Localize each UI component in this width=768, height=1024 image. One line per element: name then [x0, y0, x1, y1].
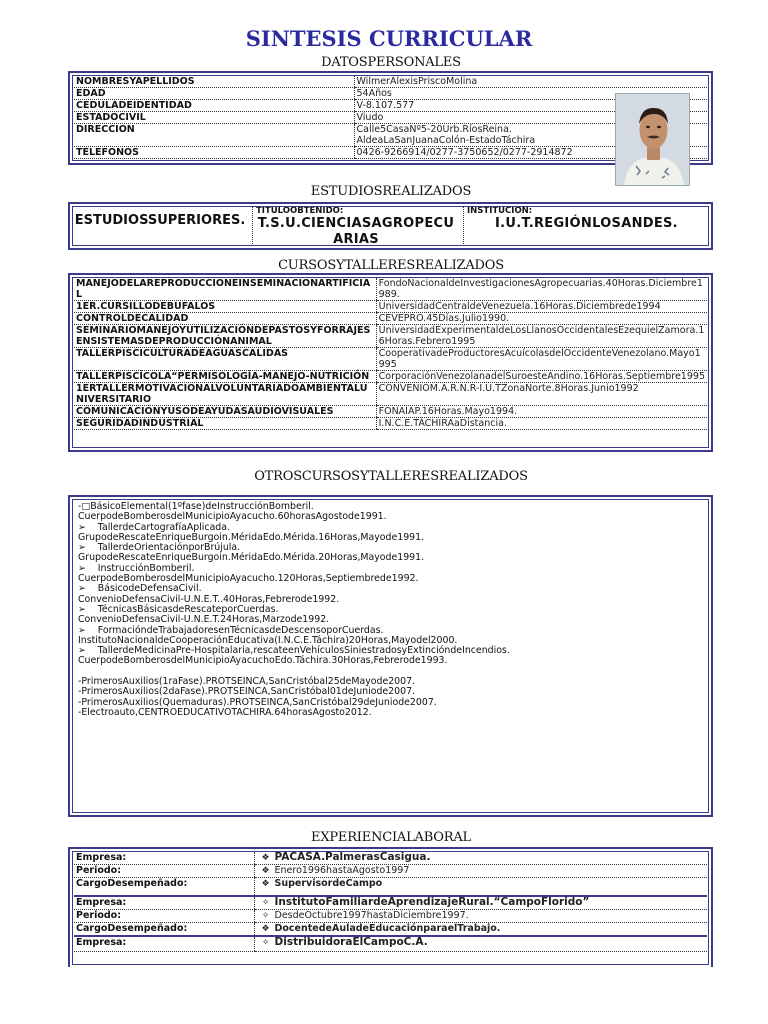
role-value: ❖ DocentedeAuladeEducaciónparaelTrabajo. — [254, 922, 707, 936]
table-row — [74, 371, 707, 383]
diamond-bullet-icon: ❖ — [261, 879, 270, 889]
star-bullet-icon: ✧ — [261, 897, 270, 908]
course-name: 1ER.CURSILLODEBUFALOS — [74, 301, 376, 313]
table-row — [74, 936, 707, 952]
role-label: CargoDesempeñado: — [74, 878, 254, 896]
table-row — [74, 406, 707, 418]
company-value: ✧ DistribuidoraElCampoC.A. — [254, 936, 707, 952]
courses-heading: CURSOSYTALLERESREALIZADOS — [278, 258, 504, 273]
course-detail: UniversidadCentraldeVenezuela.16Horas.Diciembrede1994 — [376, 301, 707, 313]
course-detail: FONAIAP.16Horas.Mayo1994. — [376, 406, 707, 418]
table-row — [74, 88, 707, 100]
courses-box — [68, 273, 713, 452]
table-row — [74, 147, 707, 159]
person-silhouette-icon — [616, 94, 690, 186]
row-label: CEDULADEIDENTIDAD — [74, 100, 354, 112]
course-name: TALLERPISCICULTURADEAGUASCALIDAS — [74, 348, 376, 371]
table-row — [74, 124, 707, 147]
row-label: DIRECCION — [74, 124, 354, 147]
page-title: SINTESIS CURRICULAR — [245, 26, 533, 51]
table-row — [74, 852, 707, 865]
course-detail: CorporaciónVenezolanadelSuroesteAndino.16Horas.Septiembre1995 — [376, 371, 707, 383]
table-row — [74, 325, 707, 348]
row-value: 0426-9266914/0277-3750652/0277-2914872 — [354, 147, 707, 159]
table-row — [74, 383, 707, 406]
company-label: Empresa: — [74, 896, 254, 910]
profile-photo — [615, 93, 690, 186]
table-row — [74, 922, 707, 936]
degree-cell — [252, 206, 459, 246]
course-detail: FondoNacionaldeInvestigacionesAgropecuarias.40Horas.Diciembre1989. — [376, 278, 707, 301]
course-name: SEGURIDADINDUSTRIAL — [74, 418, 376, 430]
star-bullet-icon: ✧ — [261, 910, 270, 921]
courses-table — [74, 278, 707, 430]
row-label: TELEFONOS — [74, 147, 354, 159]
table-row — [74, 418, 707, 430]
table-row — [74, 896, 707, 910]
table-row — [74, 313, 707, 325]
course-name: CONTROLDECALIDAD — [74, 313, 376, 325]
table-row — [74, 76, 707, 88]
other-courses-heading: OTROSCURSOSYTALLERESREALIZADOS — [254, 469, 528, 484]
period-value: ❖ Enero1996hastaAgosto1997 — [254, 865, 707, 878]
course-name: MANEJODELAREPRODUCCIONEINSEMINACIONARTIFICIAL — [74, 278, 376, 301]
period-label: Periodo: — [74, 909, 254, 922]
row-label: NOMBRESYAPELLIDOS — [74, 76, 354, 88]
table-row — [74, 278, 707, 301]
row-value: V-8.107.577 — [354, 100, 707, 112]
institution-label: INSTITUCION: — [467, 206, 533, 216]
diamond-bullet-icon: ❖ — [261, 923, 270, 934]
table-row — [74, 909, 707, 922]
table-row — [74, 348, 707, 371]
row-value: Calle5CasaNº5-20Urb.RíosReina. AldeaLaSanJuanaColón-EstadoTáchira — [354, 124, 707, 147]
table-row — [74, 865, 707, 878]
course-name: SEMINARIOMANEJOYUTILIZACIÓNDEPASTOSYFORRAJESENSISTEMASDEPRODUCCIÓNANIMAL — [74, 325, 376, 348]
period-label: Periodo: — [74, 865, 254, 878]
institution-value: I.U.T.REGIÓNLOSANDES. — [495, 216, 678, 231]
course-detail: CONVENIOM.A.R.N.R-I.U.TZonaNorte.8Horas.Junio1992 — [376, 383, 707, 406]
experience-heading: EXPERIENCIALABORAL — [311, 830, 471, 845]
experience-table — [74, 852, 707, 952]
course-detail: I.N.C.E.TÁCHIRAaDistancia. — [376, 418, 707, 430]
institution-cell — [463, 206, 709, 246]
company-value: ❖ PACASA.PalmerasCasigua. — [254, 852, 707, 865]
table-row — [74, 878, 707, 896]
period-value: ✧ DesdeOctubre1997hastaDiciembre1997. — [254, 909, 707, 922]
role-label: CargoDesempeñado: — [74, 922, 254, 936]
company-label: Empresa: — [74, 936, 254, 952]
table-row — [74, 112, 707, 124]
row-label: ESTADOCIVIL — [74, 112, 354, 124]
degree-label: TITULOOBTENIDO: — [256, 206, 344, 216]
row-value: WilmerAlexisPriscoMolina — [354, 76, 707, 88]
diamond-bullet-icon: ❖ — [261, 866, 270, 876]
course-detail: CooperativadeProductoresAcuícolasdelOccidenteVenezolano.Mayo1995 — [376, 348, 707, 371]
table-row — [74, 301, 707, 313]
studies-level: ESTUDIOSSUPERIORES. — [74, 213, 246, 228]
company-label: Empresa: — [74, 852, 254, 865]
course-detail: CEVEPRO.45Días.Julio1990. — [376, 313, 707, 325]
row-label: EDAD — [74, 88, 354, 100]
course-name: COMUNICACIÓNYUSODEAYUDASAUDIOVISUALES — [74, 406, 376, 418]
studies-box — [68, 202, 713, 250]
personal-data-table — [74, 76, 707, 159]
personal-heading: DATOSPERSONALES — [321, 55, 461, 70]
degree-value: T.S.U.CIENCIASAGROPECUARIAS — [257, 216, 455, 247]
star-bullet-icon: ✧ — [261, 937, 270, 948]
other-courses-text: -□BásicoElemental(1ºfase)deInstrucciónBomberil. CuerpodeBomberosdelMunicipioAyacucho.60horasAgostode1991. ➢ TallerdeCartografíaAplicada. GrupodeRescateEnriqueBurgoin.MéridaEdo.Mérida.16Horas,Mayode1991. ➢ TallerdeOrientaciónporBrújula. GrupodeRescateEnriqueBurgoin.MéridaEdo.Mérida.20Horas,Mayode1991. ➢ InstrucciónBomberil. CuerpodeBomberosdelMunicipioAyacucho.120Horas,Septiembrede1992. ➢ BásicodeDefensaCivil. ConvenioDefensaCivil-U.N.E.T..40Horas,Febrerode1992. ➢ TécnicasBásicasdeRescateporCuerdas. ConvenioDefensaCivil-U.N.E.T.24Horas,Marzode1992. ➢ FormacióndeTrabajadoresenTécnicasdeDescensoporCuerdas. InstitutoNacionaldeCooperaciónEducativa(I.N.C.E.Táchira)20Horas,Mayodel2000. ➢ TallerdeMedicinaPre-Hospitalaria,rescateenVehículosSiniestradosyExtincióndeIncendios. CuerpodeBomberosdelMunicipioAyacuchoEdo.Táchira.30Horas,Febrerode1993. -PrimerosAuxilios(1raFase).PROTSEINCA,SanCristóbal25deMayode2007. -PrimerosAuxilios(2daFase).PROTSEINCA,SanCristóbal01deJuniode2007. -PrimerosAuxilios(Quemaduras).PROTSEINCA,SanCristóbal29deJuniode2007. -Electroauto,CENTROEDUCATIVOTACHIRA.64horasAgosto2012. — [78, 501, 510, 718]
diamond-bullet-icon: ❖ — [261, 853, 270, 863]
other-courses-box — [68, 495, 713, 817]
course-name: 1ERTALLERMOTIVACIONALVOLUNTARIADOAMBIENTALUNIVERSITARIO — [74, 383, 376, 406]
studies-heading: ESTUDIOSREALIZADOS — [310, 184, 472, 199]
experience-box — [68, 847, 713, 967]
course-detail: UniversidadExperimentaldeLosLlanosOccidentalesEzequielZamora.16Horas.Febrero1995 — [376, 325, 707, 348]
company-value: ✧ InstitutoFamiliardeAprendizajeRural.“CampoFlorido” — [254, 896, 707, 910]
row-value: Viudo — [354, 112, 707, 124]
role-value: ❖ SupervisordeCampo — [254, 878, 707, 896]
table-row — [74, 100, 707, 112]
row-value: 54Años — [354, 88, 707, 100]
course-name: TALLERPISCÍCOLA“PERMISOLOGÍA-MANEJO-NUTRICIÓN — [74, 371, 376, 383]
